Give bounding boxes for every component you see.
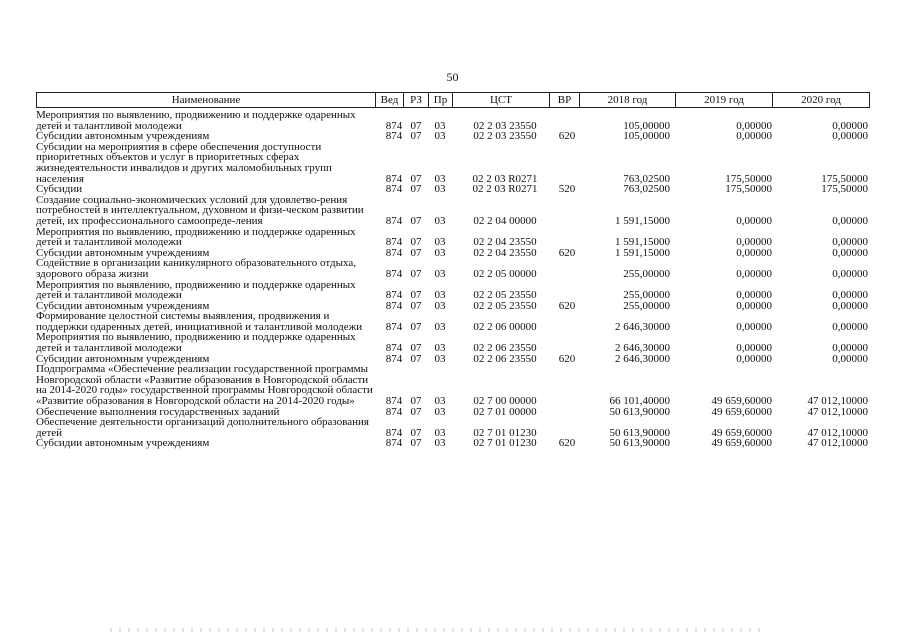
header-name: Наименование (37, 93, 376, 107)
cell-pr: 03 (434, 214, 446, 227)
header-2018: 2018 год (580, 93, 676, 107)
cell-ved: 874 (385, 172, 403, 185)
cell-2019: 0,00000 (736, 320, 772, 333)
cell-cst: 02 7 01 01230 (473, 437, 537, 450)
cell-rz: 07 (410, 267, 422, 280)
cell-2020: 0,00000 (832, 130, 868, 143)
cell-vr: 620 (558, 437, 576, 450)
cell-2018: 66 101,40000 (609, 395, 670, 408)
cell-pr: 03 (434, 119, 446, 132)
cell-2018: 255,00000 (623, 299, 670, 312)
cell-rz: 07 (410, 299, 422, 312)
cell-cst: 02 2 06 00000 (473, 320, 537, 333)
cell-2019: 0,00000 (736, 299, 772, 312)
cell-ved: 874 (385, 130, 403, 143)
cell-vr: 620 (558, 352, 576, 365)
cell-pr: 03 (434, 172, 446, 185)
cell-ved: 874 (385, 352, 403, 365)
cell-2020: 47 012,10000 (807, 405, 868, 418)
cell-ved: 874 (385, 183, 403, 196)
cell-2020: 0,00000 (832, 299, 868, 312)
cell-rz: 07 (410, 172, 422, 185)
cell-2018: 2 646,30000 (615, 342, 670, 355)
header-cst: ЦСТ (453, 93, 550, 107)
cell-ved: 874 (385, 119, 403, 132)
cell-cst: 02 2 03 23550 (473, 119, 537, 132)
table-header (36, 92, 870, 108)
cell-pr: 03 (434, 405, 446, 418)
cell-ved: 874 (385, 214, 403, 227)
cell-ved: 874 (385, 236, 403, 249)
cell-2019: 0,00000 (736, 267, 772, 280)
cell-name: Мероприятия по выявлению, продвижению и поддержке одаренных детей и талантливой молодежи (36, 225, 356, 249)
cell-2018: 2 646,30000 (615, 320, 670, 333)
cell-2018: 1 591,15000 (615, 246, 670, 259)
cell-2018: 1 591,15000 (615, 214, 670, 227)
cell-name: Субсидии автономным учреждениям (36, 246, 210, 259)
cell-cst: 02 2 05 23550 (473, 299, 537, 312)
header-rz: РЗ (404, 93, 429, 107)
cell-name: Обеспечение деятельности организаций дополнительного образования детей (36, 416, 369, 439)
cell-2018: 255,00000 (623, 267, 670, 280)
header-pr: Пр (429, 93, 453, 107)
cell-name: Формирование целостной системы выявления, продвижения и поддержки одаренных детей, инициативной и талантливой молодежи (36, 310, 363, 333)
cell-2019: 0,00000 (736, 119, 772, 132)
cell-2020: 0,00000 (832, 246, 868, 259)
cell-pr: 03 (434, 426, 446, 439)
cell-name: Мероприятия по выявлению, продвижению и поддержке одаренных детей и талантливой молодежи (36, 278, 356, 302)
table-row (36, 110, 870, 131)
scan-artifact (110, 628, 760, 632)
cell-cst: 02 2 04 23550 (473, 236, 537, 249)
cell-2020: 0,00000 (832, 342, 868, 355)
cell-rz: 07 (410, 130, 422, 143)
cell-rz: 07 (410, 395, 422, 408)
cell-ved: 874 (385, 342, 403, 355)
table-row (36, 195, 870, 227)
cell-cst: 02 2 05 23550 (473, 289, 537, 302)
cell-pr: 03 (434, 395, 446, 408)
cell-ved: 874 (385, 289, 403, 302)
table-row (36, 417, 870, 438)
cell-2020: 47 012,10000 (807, 437, 868, 450)
cell-2018: 1 591,15000 (615, 236, 670, 249)
cell-2019: 175,50000 (725, 172, 772, 185)
cell-cst: 02 2 06 23550 (473, 352, 537, 365)
cell-2020: 47 012,10000 (807, 395, 868, 408)
table-row (36, 438, 870, 449)
cell-2018: 50 613,90000 (609, 426, 670, 439)
cell-2018: 105,00000 (623, 130, 670, 143)
cell-pr: 03 (434, 437, 446, 450)
table-row (36, 280, 870, 301)
cell-2019: 0,00000 (736, 214, 772, 227)
cell-cst: 02 2 03 R0271 (472, 172, 538, 185)
cell-2018: 763,02500 (623, 183, 670, 196)
table-row (36, 142, 870, 184)
cell-2019: 49 659,60000 (711, 437, 772, 450)
cell-name: Мероприятия по выявлению, продвижению и поддержке одаренных детей и талантливой молодежи (36, 331, 356, 355)
cell-ved: 874 (385, 320, 403, 333)
cell-cst: 02 2 04 00000 (473, 214, 537, 227)
cell-name: Подпрограмма «Обеспечение реализации государственной программы Новгородской области «Развитие образования в Новгородской области на 2014-2020 годы» государственной программы Новгородской области «Развитие образования в Новгородской области на 2014-2020 годы» (36, 363, 373, 408)
cell-2020: 0,00000 (832, 267, 868, 280)
cell-vr: 520 (558, 183, 576, 196)
cell-2018: 50 613,90000 (609, 405, 670, 418)
cell-2018: 2 646,30000 (615, 352, 670, 365)
cell-2020: 175,50000 (821, 183, 868, 196)
cell-rz: 07 (410, 246, 422, 259)
cell-rz: 07 (410, 437, 422, 450)
cell-ved: 874 (385, 395, 403, 408)
cell-2020: 0,00000 (832, 214, 868, 227)
table-row (36, 332, 870, 353)
cell-name: Субсидии автономным учреждениям (36, 352, 210, 365)
cell-cst: 02 2 06 23550 (473, 342, 537, 355)
table-row (36, 311, 870, 332)
cell-2019: 0,00000 (736, 246, 772, 259)
table-body (36, 110, 870, 449)
cell-2018: 255,00000 (623, 289, 670, 302)
cell-2018: 763,02500 (623, 172, 670, 185)
cell-name: Обеспечение выполнения государственных заданий (36, 405, 280, 418)
cell-pr: 03 (434, 183, 446, 196)
cell-2020: 175,50000 (821, 172, 868, 185)
cell-rz: 07 (410, 119, 422, 132)
cell-cst: 02 2 03 23550 (473, 130, 537, 143)
cell-ved: 874 (385, 437, 403, 450)
cell-pr: 03 (434, 130, 446, 143)
cell-pr: 03 (434, 320, 446, 333)
cell-ved: 874 (385, 267, 403, 280)
cell-2019: 175,50000 (725, 183, 772, 196)
page-number: 50 (446, 70, 459, 84)
cell-ved: 874 (385, 426, 403, 439)
cell-2020: 0,00000 (832, 352, 868, 365)
header-ved: Вед (376, 93, 404, 107)
cell-pr: 03 (434, 342, 446, 355)
cell-vr: 620 (558, 246, 576, 259)
cell-rz: 07 (410, 320, 422, 333)
header-2020: 2020 год (801, 94, 841, 106)
cell-name: Содействие в организации каникулярного образовательного отдыха, здорового образа жизни (36, 257, 356, 280)
header-2019: 2019 год (676, 93, 773, 107)
cell-cst: 02 7 00 00000 (473, 395, 537, 408)
cell-pr: 03 (434, 352, 446, 365)
cell-cst: 02 7 01 01230 (473, 426, 537, 439)
cell-rz: 07 (410, 289, 422, 302)
cell-name: Мероприятия по выявлению, продвижению и поддержке одаренных детей и талантливой молодежи (36, 109, 356, 132)
cell-rz: 07 (410, 426, 422, 439)
cell-name: Субсидии на мероприятия в сфере обеспечения доступности приоритетных объектов и услуг в приоритетных сферах жизнедеятельности инвалидов и других маломобильных групп населения (36, 140, 332, 185)
cell-rz: 07 (410, 236, 422, 249)
cell-rz: 07 (410, 352, 422, 365)
cell-2020: 0,00000 (832, 119, 868, 132)
cell-rz: 07 (410, 405, 422, 418)
cell-ved: 874 (385, 299, 403, 312)
cell-pr: 03 (434, 289, 446, 302)
cell-2018: 50 613,90000 (609, 437, 670, 450)
cell-cst: 02 2 04 23550 (473, 246, 537, 259)
cell-name: Создание социально-экономических условий для удовлетво-рения потребностей в интеллектуальном, духовном и физи-ческом развитии детей, их профессионального самоопреде-ления (36, 193, 364, 227)
cell-name: Субсидии автономным учреждениям (36, 437, 210, 450)
cell-2020: 0,00000 (832, 320, 868, 333)
cell-2019: 0,00000 (736, 352, 772, 365)
cell-name: Субсидии автономным учреждениям (36, 299, 210, 312)
cell-cst: 02 7 01 00000 (473, 405, 537, 418)
cell-2020: 0,00000 (832, 236, 868, 249)
cell-ved: 874 (385, 405, 403, 418)
cell-cst: 02 2 03 R0271 (472, 183, 538, 196)
cell-name: Субсидии автономным учреждениям (36, 130, 210, 143)
cell-2019: 49 659,60000 (711, 426, 772, 439)
cell-pr: 03 (434, 236, 446, 249)
cell-2019: 49 659,60000 (711, 395, 772, 408)
cell-ved: 874 (385, 246, 403, 259)
cell-2019: 0,00000 (736, 130, 772, 143)
cell-2019: 0,00000 (736, 342, 772, 355)
cell-2018: 105,00000 (623, 119, 670, 132)
cell-rz: 07 (410, 342, 422, 355)
cell-vr: 620 (558, 130, 576, 143)
cell-2019: 0,00000 (736, 236, 772, 249)
cell-pr: 03 (434, 267, 446, 280)
cell-vr: 620 (558, 299, 576, 312)
cell-2019: 0,00000 (736, 289, 772, 302)
cell-2020: 47 012,10000 (807, 426, 868, 439)
table-row (36, 227, 870, 248)
cell-name: Субсидии (36, 183, 83, 196)
table-row (36, 258, 870, 279)
cell-pr: 03 (434, 299, 446, 312)
cell-rz: 07 (410, 183, 422, 196)
cell-2019: 49 659,60000 (711, 405, 772, 418)
cell-rz: 07 (410, 214, 422, 227)
table-row (36, 364, 870, 406)
cell-2020: 0,00000 (832, 289, 868, 302)
cell-pr: 03 (434, 246, 446, 259)
cell-cst: 02 2 05 00000 (473, 267, 537, 280)
header-vr: ВР (550, 93, 580, 107)
